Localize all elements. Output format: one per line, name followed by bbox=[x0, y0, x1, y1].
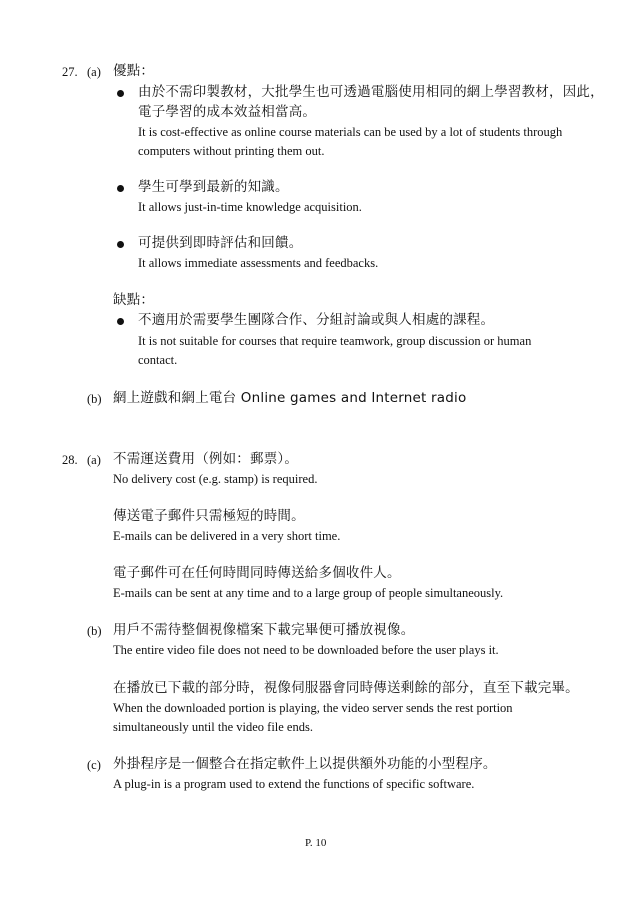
advantage-2-en: It allows just-in-time knowledge acquisition. bbox=[138, 200, 362, 214]
q27-part-b-label: (b) bbox=[87, 392, 102, 406]
q28b-item-2-en-line-2: simultaneously until the video file ends. bbox=[113, 720, 313, 734]
disadvantages-heading: 缺點： bbox=[113, 292, 155, 308]
q28c-en: A plug-in is a program used to extend the functions of specific software. bbox=[113, 777, 475, 791]
q28b-item-1-zh: 用戶不需待整個視像檔案下載完畢便可播放視像。 bbox=[113, 622, 415, 638]
disadvantage-1-zh: 不適用於需要學生團隊合作、分組討論或與人相處的課程。 bbox=[138, 312, 495, 328]
page-number: P. 10 bbox=[305, 837, 327, 849]
advantage-2-zh: 學生可學到最新的知識。 bbox=[138, 179, 289, 195]
q28c-zh: 外掛程序是一個整合在指定軟件上以提供額外功能的小型程序。 bbox=[113, 756, 497, 772]
q28b-item-2-en-line-1: When the downloaded portion is playing, the video server sends the rest portion bbox=[113, 701, 513, 715]
advantage-1-en-line-1: It is cost-effective as online course materials can be used by a lot of students through bbox=[138, 125, 563, 139]
advantage-1-en-line-2: computers without printing them out. bbox=[138, 144, 325, 158]
advantages-heading: 優點： bbox=[113, 63, 155, 79]
q28a-item-1-en: No delivery cost (e.g. stamp) is required. bbox=[113, 472, 318, 486]
q28a-item-1-zh: 不需運送費用（例如：郵票）。 bbox=[113, 451, 299, 467]
disadvantage-1-en-line-2: contact. bbox=[138, 353, 178, 367]
advantage-3-zh: 可提供到即時評估和回饋。 bbox=[138, 235, 303, 251]
q28a-item-2-en: E-mails can be delivered in a very short time. bbox=[113, 529, 341, 543]
bullet-icon bbox=[117, 90, 124, 97]
q28b-item-1-en: The entire video file does not need to be downloaded before the user plays it. bbox=[113, 643, 499, 657]
q28a-item-2-zh: 傳送電子郵件只需極短的時間。 bbox=[113, 508, 305, 524]
bullet-icon bbox=[117, 318, 124, 325]
q27-part-b-answer: 網上遊戲和網上電台 Online games and Internet radio bbox=[113, 390, 467, 406]
q28-part-c-label: (c) bbox=[87, 758, 101, 772]
q28a-item-3-zh: 電子郵件可在任何時間同時傳送給多個收件人。 bbox=[113, 565, 401, 581]
question-number-28: 28. bbox=[62, 453, 78, 467]
q28a-item-3-en: E-mails can be sent at any time and to a large group of people simultaneously. bbox=[113, 586, 504, 600]
advantage-3-en: It allows immediate assessments and feedbacks. bbox=[138, 256, 379, 270]
q28b-item-2-zh: 在播放已下載的部分時，視像伺服器會同時傳送剩餘的部分，直至下載完畢。 bbox=[113, 680, 579, 696]
question-number-27: 27. bbox=[62, 65, 78, 79]
bullet-icon bbox=[117, 241, 124, 248]
q28-part-b-label: (b) bbox=[87, 624, 102, 638]
advantage-1-zh-line-2: 電子學習的成本效益相當高。 bbox=[138, 104, 317, 120]
q28-part-a-label: (a) bbox=[87, 453, 101, 467]
advantage-1-zh-line-1: 由於不需印製教材，大批學生也可透過電腦使用相同的網上學習教材，因此， bbox=[138, 84, 604, 100]
disadvantage-1-en-line-1: It is not suitable for courses that require teamwork, group discussion or human bbox=[138, 334, 532, 348]
bullet-icon bbox=[117, 185, 124, 192]
q27-part-a-label: (a) bbox=[87, 65, 101, 79]
